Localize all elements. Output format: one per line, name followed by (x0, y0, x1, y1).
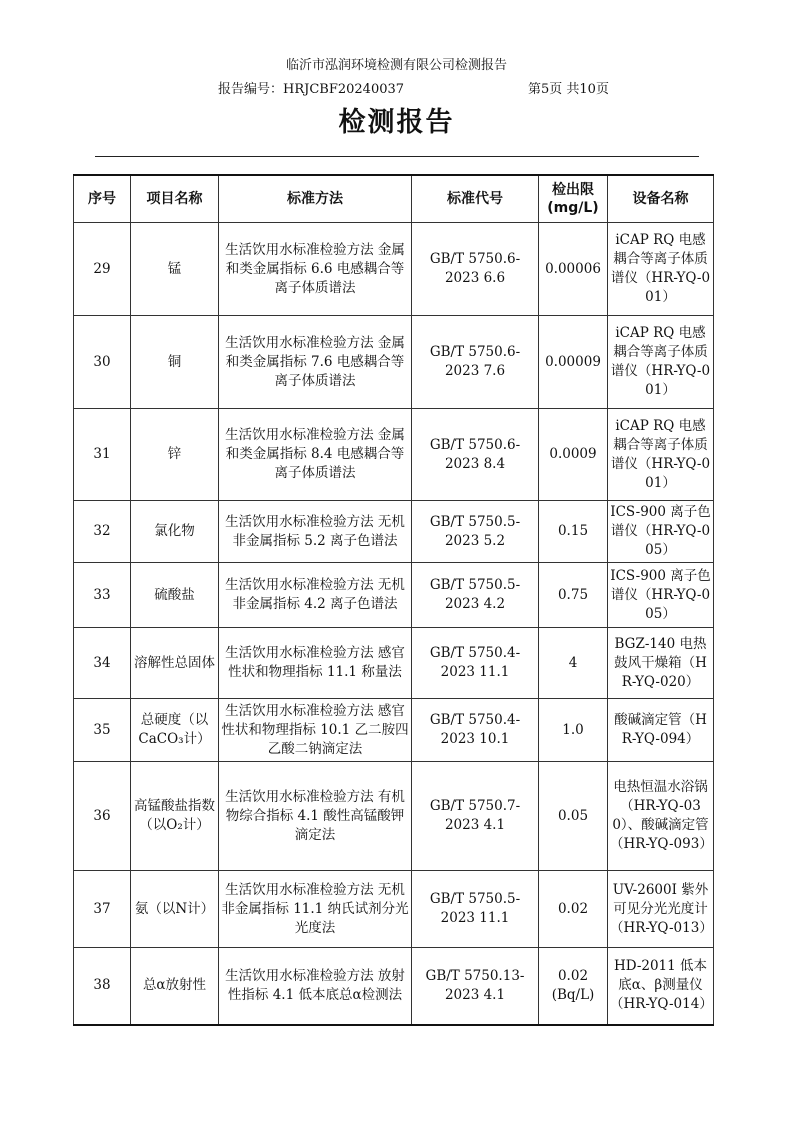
cell-seq: 35 (74, 699, 131, 762)
cell-method: 生活饮用水标准检验方法 金属和类金属指标 6.6 电感耦合等离子体质谱法 (219, 223, 412, 316)
cell-device: BGZ-140 电热鼓风干燥箱（HR-YQ-020） (608, 628, 714, 699)
cell-seq: 36 (74, 762, 131, 871)
cell-code: GB/T 5750.4-2023 10.1 (412, 699, 539, 762)
cell-seq: 37 (74, 871, 131, 948)
cell-limit: 0.05 (539, 762, 608, 871)
cell-code: GB/T 5750.13-2023 4.1 (412, 948, 539, 1025)
cell-limit: 0.00009 (539, 316, 608, 409)
table-header-row (74, 175, 714, 223)
cell-device: iCAP RQ 电感耦合等离子体质谱仪（HR-YQ-001） (608, 409, 714, 501)
cell-seq: 31 (74, 409, 131, 501)
cell-item: 总α放射性 (131, 948, 219, 1025)
cell-method: 生活饮用水标准检验方法 无机非金属指标 11.1 纳氏试剂分光光度法 (219, 871, 412, 948)
cell-limit: 0.02 (539, 871, 608, 948)
title-divider (95, 156, 699, 157)
table-row (74, 628, 714, 699)
cell-limit: 0.00006 (539, 223, 608, 316)
cell-item: 铜 (131, 316, 219, 409)
cell-device: iCAP RQ 电感耦合等离子体质谱仪（HR-YQ-001） (608, 223, 714, 316)
company-report-heading: 临沂市泓润环境检测有限公司检测报告 (285, 58, 507, 73)
cell-seq: 29 (74, 223, 131, 316)
cell-limit: 0.75 (539, 563, 608, 628)
header-device: 设备名称 (608, 175, 714, 223)
cell-code: GB/T 5750.6-2023 7.6 (412, 316, 539, 409)
cell-item: 锰 (131, 223, 219, 316)
cell-method: 生活饮用水标准检验方法 无机非金属指标 4.2 离子色谱法 (219, 563, 412, 628)
cell-method: 生活饮用水标准检验方法 金属和类金属指标 8.4 电感耦合等离子体质谱法 (219, 409, 412, 501)
cell-device: UV-2600I 紫外可见分光光度计（HR-YQ-013） (608, 871, 714, 948)
header-seq: 序号 (74, 175, 131, 223)
cell-code: GB/T 5750.7-2023 4.1 (412, 762, 539, 871)
cell-method: 生活饮用水标准检验方法 放射性指标 4.1 低本底总α检测法 (219, 948, 412, 1025)
report-number: 报告编号：HRJCBF20240037 (218, 82, 405, 97)
cell-method: 生活饮用水标准检验方法 感官性状和物理指标 10.1 乙二胺四乙酸二钠滴定法 (219, 699, 412, 762)
cell-seq: 33 (74, 563, 131, 628)
table-row (74, 871, 714, 948)
cell-device: 电热恒温水浴锅（HR-YQ-030）、酸碱滴定管（HR-YQ-093） (608, 762, 714, 871)
cell-item: 氨（以N计） (131, 871, 219, 948)
cell-device: ICS-900 离子色谱仪（HR-YQ-005） (608, 563, 714, 628)
cell-limit: 0.15 (539, 501, 608, 563)
cell-code: GB/T 5750.5-2023 11.1 (412, 871, 539, 948)
table-row (74, 409, 714, 501)
table-row (74, 762, 714, 871)
table-row (74, 501, 714, 563)
cell-limit: 0.0009 (539, 409, 608, 501)
cell-code: GB/T 5750.5-2023 5.2 (412, 501, 539, 563)
header-limit: 检出限 (mg/L) (539, 175, 608, 223)
cell-item: 氯化物 (131, 501, 219, 563)
cell-seq: 30 (74, 316, 131, 409)
cell-device: iCAP RQ 电感耦合等离子体质谱仪（HR-YQ-001） (608, 316, 714, 409)
table-row (74, 699, 714, 762)
cell-code: GB/T 5750.6-2023 8.4 (412, 409, 539, 501)
cell-item: 锌 (131, 409, 219, 501)
test-methods-table (73, 174, 714, 1026)
cell-item: 溶解性总固体 (131, 628, 219, 699)
table-row (74, 948, 714, 1025)
cell-code: GB/T 5750.6-2023 6.6 (412, 223, 539, 316)
cell-limit: 1.0 (539, 699, 608, 762)
header-method: 标准方法 (219, 175, 412, 223)
cell-item: 硫酸盐 (131, 563, 219, 628)
cell-device: 酸碱滴定管（HR-YQ-094） (608, 699, 714, 762)
cell-method: 生活饮用水标准检验方法 感官性状和物理指标 11.1 称量法 (219, 628, 412, 699)
cell-code: GB/T 5750.4-2023 11.1 (412, 628, 539, 699)
cell-method: 生活饮用水标准检验方法 金属和类金属指标 7.6 电感耦合等离子体质谱法 (219, 316, 412, 409)
cell-item: 总硬度（以CaCO₃计） (131, 699, 219, 762)
cell-device: HD-2011 低本底α、β测量仪（HR-YQ-014） (608, 948, 714, 1025)
table-row (74, 316, 714, 409)
cell-seq: 34 (74, 628, 131, 699)
cell-limit: 4 (539, 628, 608, 699)
cell-code: GB/T 5750.5-2023 4.2 (412, 563, 539, 628)
cell-method: 生活饮用水标准检验方法 有机物综合指标 4.1 酸性高锰酸钾滴定法 (219, 762, 412, 871)
page-indicator: 第5页 共10页 (528, 82, 609, 97)
cell-seq: 38 (74, 948, 131, 1025)
table-row (74, 223, 714, 316)
cell-device: ICS-900 离子色谱仪（HR-YQ-005） (608, 501, 714, 563)
cell-seq: 32 (74, 501, 131, 563)
cell-item: 高锰酸盐指数（以O₂计） (131, 762, 219, 871)
cell-method: 生活饮用水标准检验方法 无机非金属指标 5.2 离子色谱法 (219, 501, 412, 563)
header-item: 项目名称 (131, 175, 219, 223)
header-code: 标准代号 (412, 175, 539, 223)
table-row (74, 563, 714, 628)
document-title: 检测报告 (338, 107, 455, 138)
cell-limit: 0.02 (Bq/L) (539, 948, 608, 1025)
